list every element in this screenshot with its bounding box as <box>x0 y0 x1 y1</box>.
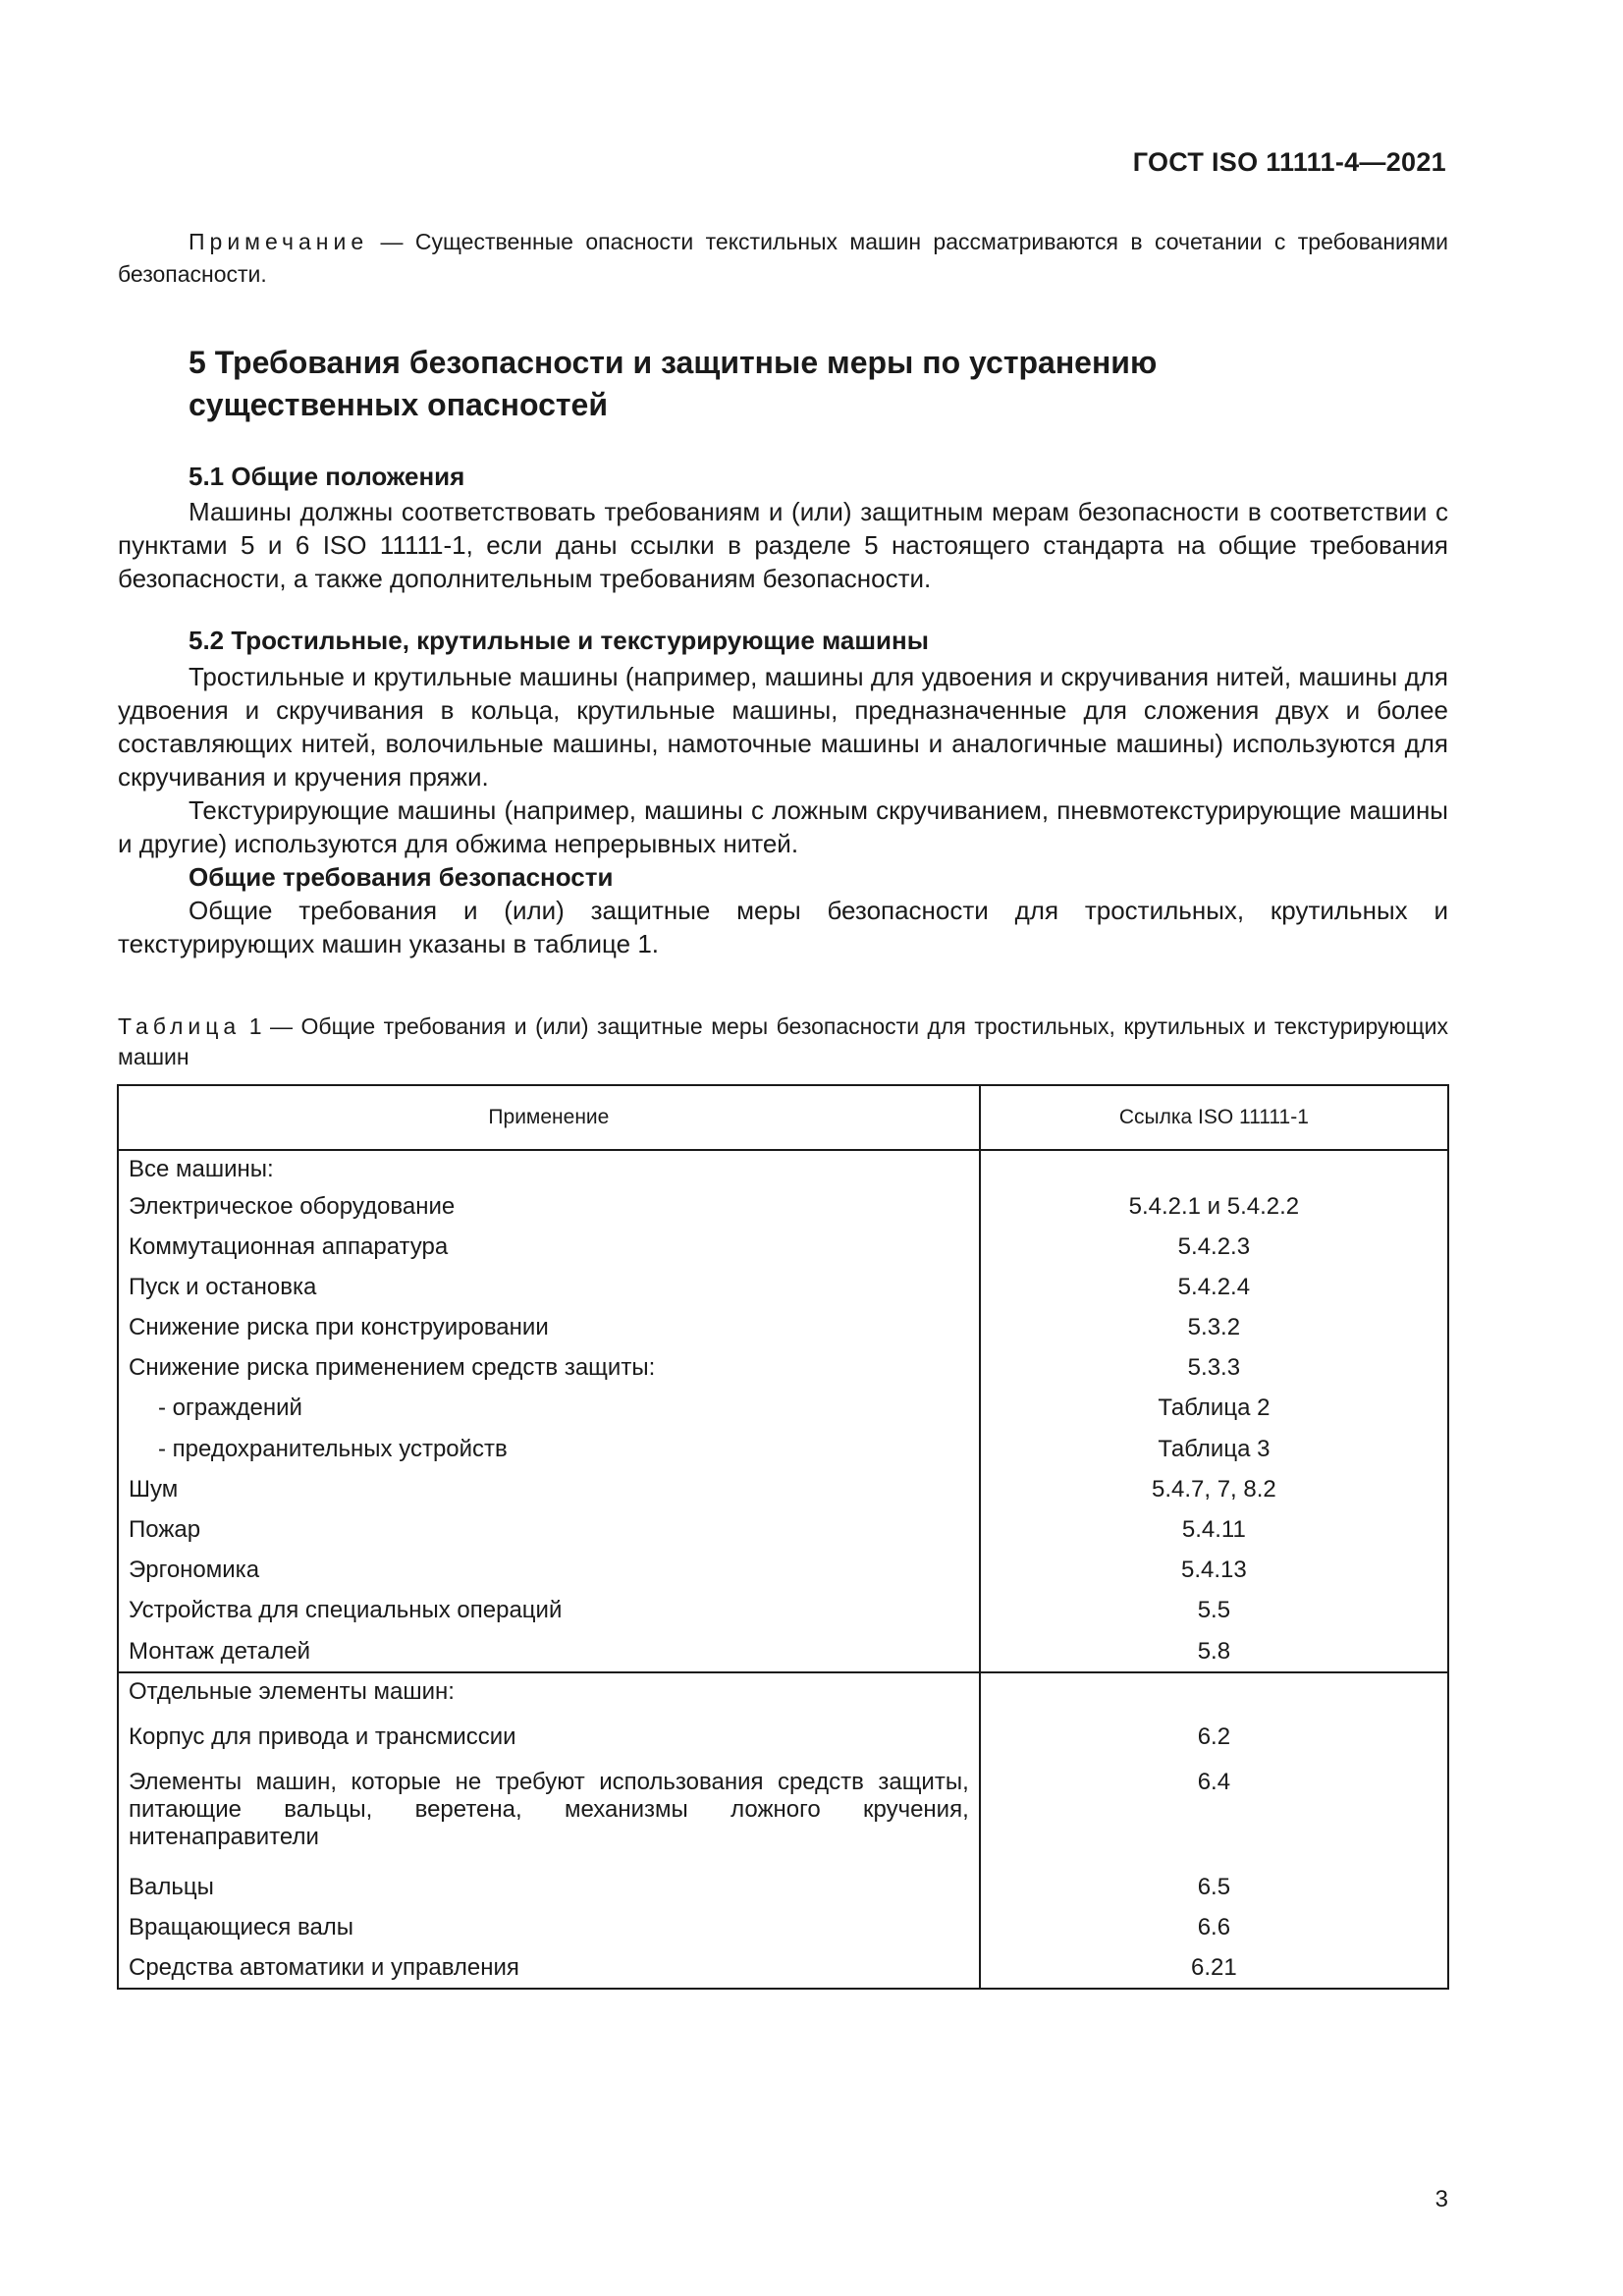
section-5-2-heading: 5.2 Тростильные, крутильные и текстурирующие машины <box>189 626 929 655</box>
table-row <box>118 1307 1448 1347</box>
table-cell-reference: 5.4.11 <box>980 1509 1448 1550</box>
table-row <box>118 1227 1448 1267</box>
table-cell-reference: 5.4.2.1 и 5.4.2.2 <box>980 1187 1448 1227</box>
column-header-reference: Ссылка ISO 11111-1 <box>980 1085 1448 1150</box>
note-label: Примечание <box>189 229 369 254</box>
table-cell-application: Шум <box>118 1469 980 1509</box>
table-row <box>118 1388 1448 1429</box>
table-cell-application: Снижение риска при конструировании <box>118 1307 980 1347</box>
table-cell-reference: Таблица 2 <box>980 1388 1448 1429</box>
document-id-header: ГОСТ ISO 11111-4—2021 <box>1132 147 1446 177</box>
section-5-heading: 5 Требования безопасности и защитные меры по устранению существенных опасностей <box>189 345 1158 422</box>
table-header-row <box>118 1085 1448 1150</box>
section-5-2-paragraph-3: Общие требования и (или) защитные меры безопасности для тростильных, крутильных и текстурирующих машин указаны в таблице 1. <box>118 896 1448 958</box>
section-5-2-paragraph-1: Тростильные и крутильные машины (например, машины для удвоения и скручивания нитей, машины для удвоения и скручивания в кольца, крутильные машины, предназначенные для сложения двух и более составляющих нитей, волочильные машины, намоточные машины и аналогичные машины) используются для скручивания и кручения пряжи. <box>118 662 1448 792</box>
group-heading-all-machines: Все машины: <box>118 1150 980 1187</box>
general-requirements-subheading: Общие требования безопасности <box>189 862 614 892</box>
section-5-1-text: Машины должны соответствовать требованиям и (или) защитным мерам безопасности в соответствии с пунктами 5 и 6 ISO 11111-1, если даны ссылки в разделе 5 настоящего стандарта на общие требования безопасности, а также дополнительным требованиям безопасности. <box>118 497 1448 593</box>
table-cell-application: Средства автоматики и управления <box>118 1947 980 1989</box>
table-row <box>118 1509 1448 1550</box>
table-caption-text: 1 — Общие требования и (или) защитные меры безопасности для тростильных, крутильных и текстурирующих машин <box>118 1013 1448 1069</box>
table-cell-application: Вращающиеся валы <box>118 1907 980 1947</box>
table-cell-application: Вальцы <box>118 1867 980 1907</box>
table-cell-reference: Таблица 3 <box>980 1429 1448 1469</box>
table-cell-reference: 6.5 <box>980 1867 1448 1907</box>
table-cell-application: - ограждений <box>118 1388 980 1429</box>
group-heading-machine-elements: Отдельные элементы машин: <box>118 1672 980 1710</box>
table-row <box>118 1631 1448 1672</box>
table-cell-application: Пожар <box>118 1509 980 1550</box>
table-row <box>118 1907 1448 1947</box>
table-row <box>118 1550 1448 1590</box>
table-cell-reference: 5.3.3 <box>980 1347 1448 1388</box>
table-cell-application: Элементы машин, которые не требуют использования средств защиты, питающие вальцы, веретена, механизмы ложного кручения, нитенаправители <box>118 1765 980 1867</box>
table-cell-application: Пуск и остановка <box>118 1267 980 1307</box>
table-1-caption <box>118 1011 1448 1072</box>
table-row <box>118 1867 1448 1907</box>
table-cell-application: - предохранительных устройств <box>118 1429 980 1469</box>
column-header-application: Применение <box>118 1085 980 1150</box>
table-group-heading-row <box>118 1672 1448 1710</box>
table-cell-reference: 5.8 <box>980 1631 1448 1672</box>
table-cell-application: Снижение риска применением средств защиты: <box>118 1347 980 1388</box>
note-text: — Существенные опасности текстильных машин рассматриваются в сочетании с требованиями безопасности. <box>118 229 1448 287</box>
table-group-heading-row <box>118 1150 1448 1187</box>
table-row <box>118 1590 1448 1631</box>
section-5-2-paragraph-2: Текстурирующие машины (например, машины с ложным скручиванием, пневмотекстурирующие машины и другие) используются для обжима непрерывных нитей. <box>118 795 1448 858</box>
table-cell-reference: 6.4 <box>980 1765 1448 1867</box>
table-row <box>118 1469 1448 1509</box>
table-row <box>118 1347 1448 1388</box>
table-cell-application: Монтаж деталей <box>118 1631 980 1672</box>
page-number: 3 <box>1434 2186 1448 2213</box>
table-cell-application: Коммутационная аппаратура <box>118 1227 980 1267</box>
table-cell-reference: 5.4.7, 7, 8.2 <box>980 1469 1448 1509</box>
table-cell-reference: 5.4.13 <box>980 1550 1448 1590</box>
table-cell-reference: 5.3.2 <box>980 1307 1448 1347</box>
section-5-1-heading: 5.1 Общие положения <box>189 462 465 491</box>
table-caption-label: Таблица <box>118 1013 242 1039</box>
table-cell-application: Устройства для специальных операций <box>118 1590 980 1631</box>
table-cell-reference: 6.6 <box>980 1907 1448 1947</box>
table-cell-reference: 6.2 <box>980 1710 1448 1765</box>
table-row <box>118 1267 1448 1307</box>
table-cell-reference: 5.4.2.3 <box>980 1227 1448 1267</box>
table-row <box>118 1429 1448 1469</box>
table-cell-reference: 5.4.2.4 <box>980 1267 1448 1307</box>
table-row <box>118 1947 1448 1989</box>
table-cell-reference: 5.5 <box>980 1590 1448 1631</box>
table-row <box>118 1765 1448 1867</box>
note-paragraph <box>118 226 1448 291</box>
table-cell-application: Эргономика <box>118 1550 980 1590</box>
table-row <box>118 1187 1448 1227</box>
table-cell-reference: 6.21 <box>980 1947 1448 1989</box>
table-row <box>118 1710 1448 1765</box>
table-cell-application: Электрическое оборудование <box>118 1187 980 1227</box>
table-1 <box>117 1084 1449 1990</box>
table-cell-application: Корпус для привода и трансмиссии <box>118 1710 980 1765</box>
